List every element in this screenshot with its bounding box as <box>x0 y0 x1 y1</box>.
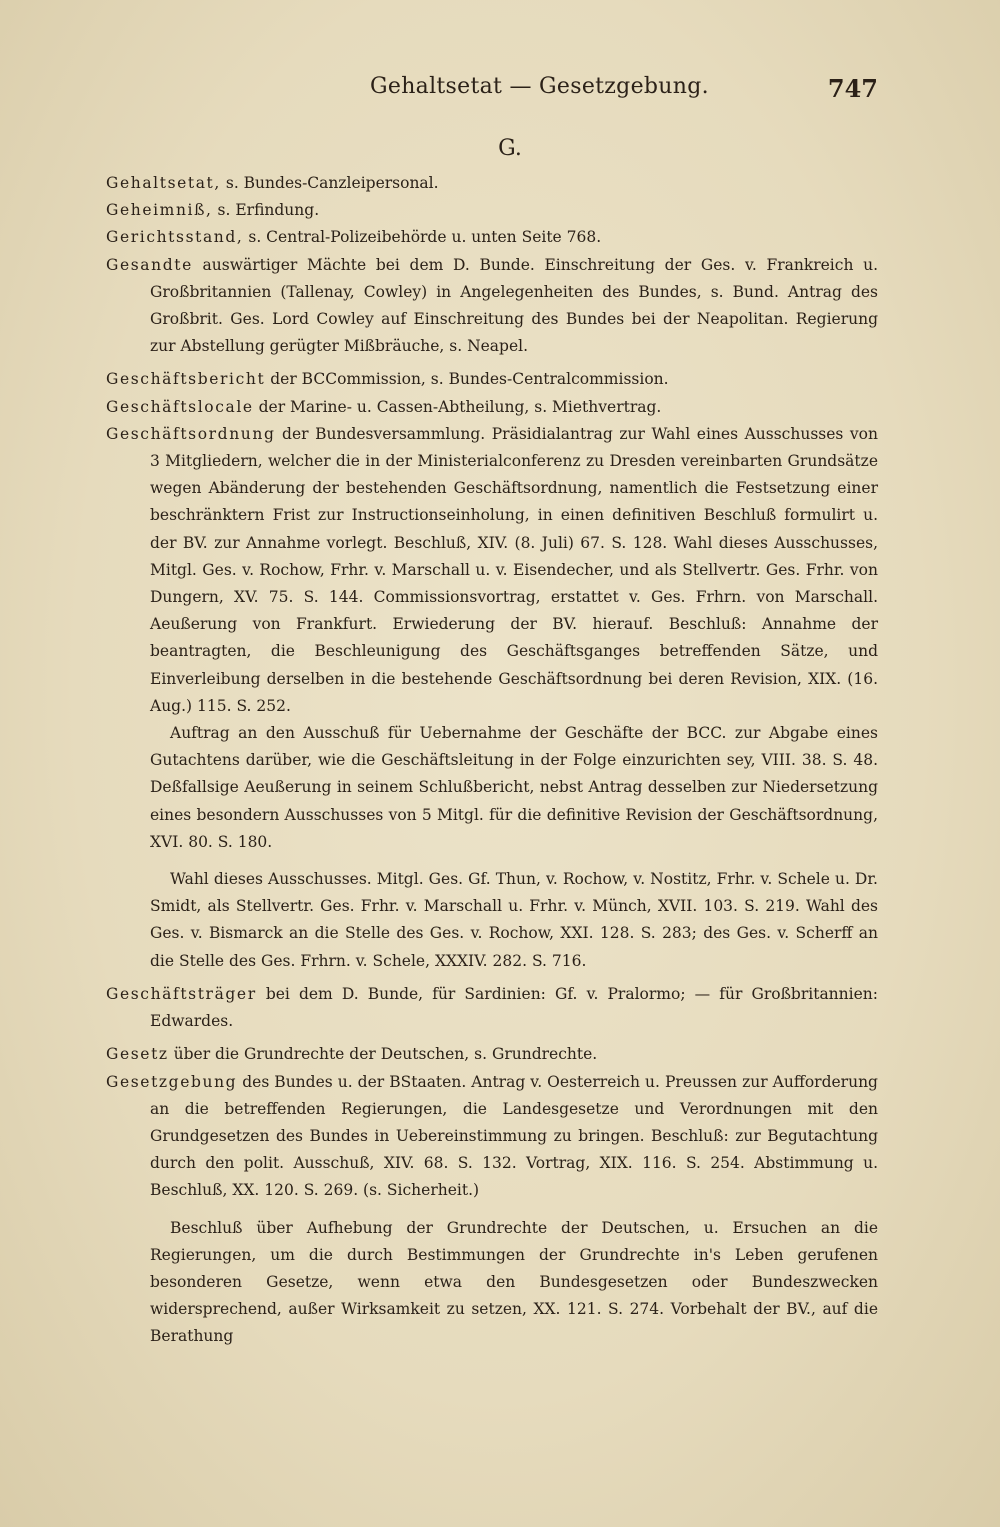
entry-text: über die Grundrechte der Deutschen, s. Grundrechte. <box>173 1045 598 1064</box>
entry-keyword: Geheimniß, <box>106 201 213 220</box>
entry-keyword: Gesetz <box>106 1045 169 1064</box>
entry-text: s. Bundes-Canzleipersonal. <box>225 174 439 192</box>
index-entry <box>106 981 878 1035</box>
index-entry <box>106 366 878 393</box>
entry-text: s. Central-Polizeibehörde u. unten Seite 768. <box>248 228 602 247</box>
entry-text: bei dem D. Bunde, für Sardinien: Gf. v. Pralormo; — für Großbritannien: Edwardes. <box>150 984 878 1031</box>
index-body <box>106 170 878 1351</box>
entry-keyword: Gesandte <box>106 255 193 274</box>
section-letter: G. <box>498 136 522 161</box>
index-entry <box>106 197 878 224</box>
running-head: Gehaltsetat — Gesetzgebung. <box>370 74 709 99</box>
index-entry <box>106 224 878 251</box>
entry-paragraph: Wahl dieses Ausschusses. Mitgl. Ges. Gf. Thun, v. Rochow, v. Nostitz, Frhr. v. Schele u. Dr. Smidt, als Stellvertr. Ges. Frhr. v. Marschall u. Frhr. v. Münch, XVII. 103. S. 219. Wahl des Ges. v. Bismarck an die Stelle des Ges. v. Rochow, XXI. 128. S. 283; des Ges. v. Scherff an die Stelle des Ges. Frhrn. v. Schele, XXXIV. 282. S. 716. <box>150 870 878 970</box>
entry-keyword: Gehaltsetat, <box>106 174 221 192</box>
entry-paragraph: Beschluß über Aufhebung der Grundrechte der Deutschen, u. Ersuchen an die Regierungen, um die durch Bestimmungen der Grundrechte in's Leben gerufenen besonderen Gesetze, wenn etwa den Bundesgesetzen oder Bundeszwecken widersprechend, außer Wirksamkeit zu setzen, XX. 121. S. 274. Vorbehalt der BV., auf die Berathung <box>150 1218 878 1346</box>
index-entry <box>106 1069 878 1205</box>
entry-text: auswärtiger Mächte bei dem D. Bunde. Einschreitung der Ges. v. Frankreich u. Großbritannien (Tallenay, Cowley) in Angelegenheiten des Bundes, s. Bund. Antrag des Großbrit. Ges. Lord Cowley auf Einschreitung des Bundes bei der Neapolitan. Regierung zur Abstellung gerügter Mißbräuche, s. Neapel. <box>150 255 878 356</box>
entry-keyword: Geschäftsträger <box>106 984 257 1003</box>
index-entry <box>106 394 878 421</box>
entry-keyword: Geschäftslocale <box>106 397 254 416</box>
entry-keyword: Gerichtsstand, <box>106 228 244 247</box>
index-entry <box>106 252 878 361</box>
entry-text: s. Erfindung. <box>217 201 320 220</box>
entry-text: der Bundesversammlung. Präsidialantrag zur Wahl eines Ausschusses von 3 Mitgliedern, welcher die in der Ministerialconferenz zu Dresden vereinbarten Grundsätze wegen Abänderung der bestehenden Geschäftsordnung, namentlich die Festsetzung einer beschränktern Frist zur Instructionseinholung, in einen definitiven Beschluß formulirt u. der BV. zur Annahme vorlegt. Beschluß, XIV. (8. Juli) 67. S. 128. Wahl dieses Ausschusses, Mitgl. Ges. v. Rochow, Frhr. v. Marschall u. v. Eisendecher, und als Stellvertr. Ges. Frhr. von Dungern, XV. 75. S. 144. Commissionsvortrag, erstattet v. Ges. Frhrn. von Marschall. Aeußerung von Frankfurt. Erwiederung der BV. hierauf. Beschluß: Annahme der beantragten, die Beschleunigung des Geschäftsganges betreffenden Sätze, und Einverleibung derselben in die bestehende Geschäftsordnung bei deren Revision, XIX. (16. Aug.) 115. S. 252. <box>150 424 878 715</box>
entry-text: der Marine- u. Cassen-Abtheilung, s. Miethvertrag. <box>258 397 662 416</box>
entry-keyword: Geschäftsbericht <box>106 370 266 389</box>
entry-text: des Bundes u. der BStaaten. Antrag v. Oesterreich u. Preussen zur Aufforderung an die betreffenden Regierungen, die Landesgesetze und Verordnungen mit den Grundgesetzen des Bundes in Uebereinstimmung zu bringen. Beschluß: zur Begutachtung durch den polit. Ausschuß, XIV. 68. S. 132. Vortrag, XIX. 116. S. 254. Abstimmung u. Beschluß, XX. 120. S. 269. (s. Sicherheit.) <box>150 1072 878 1200</box>
page-header <box>0 70 1000 110</box>
entry-text: der BCCommission, s. Bundes-Centralcommission. <box>270 370 669 389</box>
index-entry <box>106 421 878 720</box>
index-entry <box>106 1041 878 1068</box>
entry-paragraph: Auftrag an den Ausschuß für Uebernahme der Geschäfte der BCC. zur Abgabe eines Gutachtens darüber, wie die Geschäftsleitung in der Folge einzurichten sey, VIII. 38. S. 48. Deßfallsige Aeußerung in seinem Schlußbericht, nebst Antrag desselben zur Niedersetzung eines besondern Ausschusses von 5 Mitgl. für die definitive Revision der Geschäftsordnung, XVI. 80. S. 180. <box>150 724 878 851</box>
entry-keyword: Gesetzgebung <box>106 1072 238 1091</box>
index-entry <box>106 170 878 197</box>
entry-keyword: Geschäftsordnung <box>106 424 276 443</box>
page-number: 747 <box>827 74 878 103</box>
